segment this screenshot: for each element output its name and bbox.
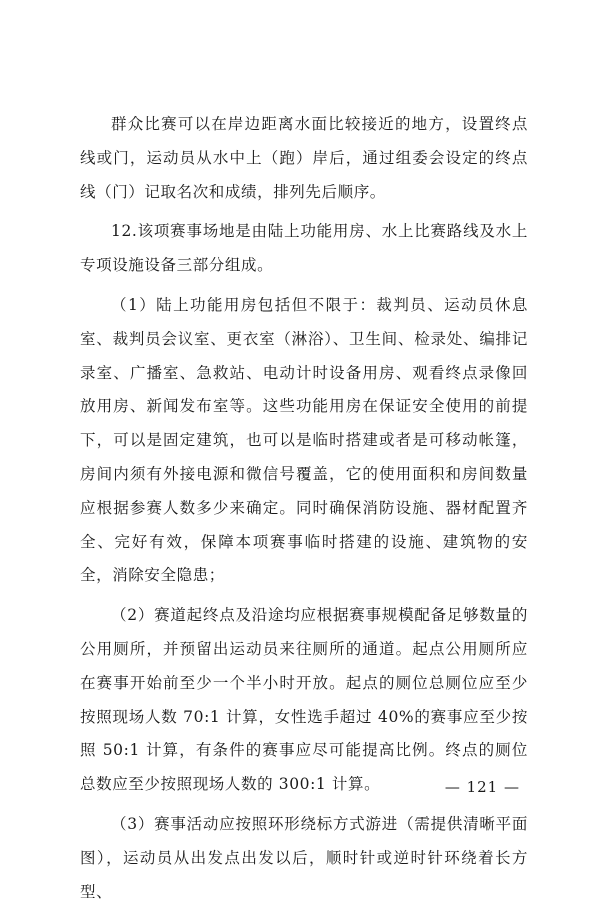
paragraph-course-route: （3）赛事活动应按照环形绕标方式游进（需提供清晰平面图），运动员从出发点出发以后，顺时针或逆时针环绕着长方型、	[80, 814, 528, 901]
paragraph-land-rooms: （1）陆上功能用房包括但不限于：裁判员、运动员休息室、裁判员会议室、更衣室（淋浴）、卫生间、检录处、编排记录室、广播室、急救站、电动计时设备用房、观看终点录像回放用房、新闻发布室等。这些功能用房在保证安全使用的前提下，可以是固定建筑，也可以是临时搭建或者是可移动帐篷，房间内须有外接电源和微信号覆盖，它的使用面积和房间数量应根据参赛人数多少来确定。同时确保消防设施、器材配置齐全、完好有效，保障本项赛事临时搭建的设施、建筑物的安全，消除安全隐患；	[80, 295, 528, 585]
paragraph-venue-components: 12.该项赛事场地是由陆上功能用房、水上比赛路线及水上专项设施设备三部分组成。	[80, 222, 528, 275]
paragraph-finish-line: 群众比赛可以在岸边距离水面比较接近的地方，设置终点线或门，运动员从水中上（跑）岸后，通过组委会设定的终点线（门）记取名次和成绩，排列先后顺序。	[80, 115, 528, 201]
page-number: — 121 —	[444, 778, 520, 796]
paragraph-toilets: （2）赛道起终点及沿途均应根据赛事规模配备足够数量的公用厕所，并预留出运动员来往厕所的通道。起点公用厕所应在赛事开始前至少一个半小时开放。起点的厕位总厕位应至少按照现场人数 70:1 计算，女性选手超过 40%的赛事应至少按照 50:1 计算，有条件的赛事应尽可能提高比例。终点的厕位总数应至少按照现场人数的 300:1 计算。	[80, 606, 528, 794]
